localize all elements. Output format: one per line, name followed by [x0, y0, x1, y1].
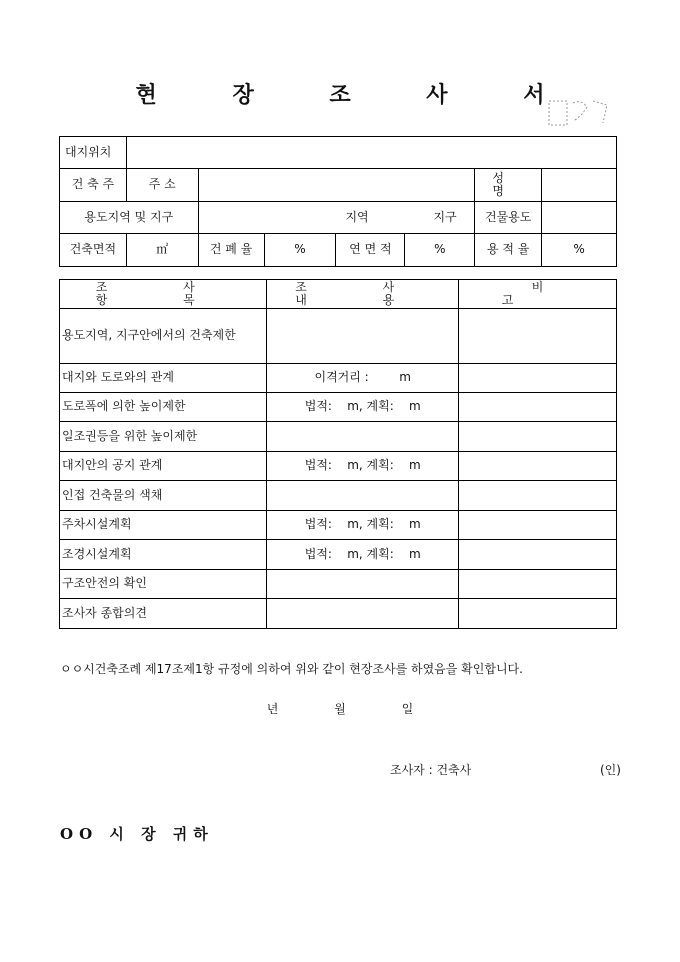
confirmation-text: ㅇㅇ시건축조례 제17조제1항 규정에 의하여 위와 같이 현장조사를 하였음을 확인합니다. [60, 662, 523, 676]
zone-district-label: 지구 [433, 209, 457, 224]
seal-mark: (인) [600, 763, 621, 777]
col-header-items: 조 사 항 목 [60, 280, 267, 309]
survey-content[interactable]: 이격거리 : m [267, 364, 459, 393]
far-label: 용 적 율 [475, 234, 542, 267]
survey-remark[interactable] [459, 364, 617, 393]
survey-remark[interactable] [459, 309, 617, 364]
floor-area-percent: % [405, 234, 475, 267]
survey-item: 도로폭에 의한 높이제한 [60, 393, 267, 422]
building-use-label: 건물용도 [475, 202, 542, 234]
zoning-field[interactable] [198, 202, 475, 234]
survey-content[interactable] [267, 570, 459, 599]
col-header-remarks: 비 고 [459, 280, 617, 309]
date-line [0, 700, 680, 717]
name-field[interactable] [542, 169, 617, 202]
survey-remark[interactable] [459, 393, 617, 422]
document-title: 현 장 조 사 서 [135, 82, 579, 108]
stamp-mark [545, 95, 615, 131]
header-table [59, 136, 617, 267]
date-month: 월 [334, 702, 346, 716]
address-field[interactable] [198, 169, 475, 202]
survey-content[interactable]: 법적: m, 계획: m [267, 393, 459, 422]
zoning-label: 용도지역 및 지구 [60, 202, 199, 234]
survey-item: 인접 건축물의 색채 [60, 481, 267, 511]
survey-content[interactable] [267, 481, 459, 511]
date-year: 년 [266, 702, 279, 716]
address-label: 주 소 [126, 169, 198, 202]
survey-content[interactable]: 법적: m, 계획: m [267, 452, 459, 481]
signer-line: 조사자 : 건축사 [390, 763, 472, 777]
survey-remark[interactable] [459, 540, 617, 570]
floor-area-label: 연 면 적 [336, 234, 405, 267]
coverage-percent: % [264, 234, 336, 267]
survey-item: 주차시설계획 [60, 511, 267, 540]
col-header-contents: 조 사 내 용 [267, 280, 459, 309]
survey-content[interactable] [267, 309, 459, 364]
date-day: 일 [401, 702, 414, 716]
building-area-label: 건축면적 [60, 234, 127, 267]
survey-content[interactable]: 법적: m, 계획: m [267, 511, 459, 540]
survey-content[interactable]: 법적: m, 계획: m [267, 540, 459, 570]
survey-table [59, 279, 617, 629]
survey-remark[interactable] [459, 422, 617, 452]
survey-item: 구조안전의 확인 [60, 570, 267, 599]
survey-remark[interactable] [459, 481, 617, 511]
survey-content[interactable] [267, 599, 459, 629]
site-location-label: 대지위치 [60, 137, 127, 169]
survey-remark[interactable] [459, 452, 617, 481]
survey-remark[interactable] [459, 511, 617, 540]
survey-item: 조사자 종합의견 [60, 599, 267, 629]
survey-remark[interactable] [459, 570, 617, 599]
builder-label: 건 축 주 [60, 169, 127, 202]
survey-item: 대지와 도로와의 관계 [60, 364, 267, 393]
addressee: OO 시 장 귀하 [60, 825, 214, 843]
survey-content[interactable] [267, 422, 459, 452]
building-use-field[interactable] [542, 202, 617, 234]
area-unit: ㎡ [126, 234, 198, 267]
survey-remark[interactable] [459, 599, 617, 629]
site-location-field[interactable] [126, 137, 616, 169]
zone-area-label: 지역 [345, 209, 369, 224]
survey-item: 대지안의 공지 관계 [60, 452, 267, 481]
far-percent: % [542, 234, 617, 267]
name-label: 성 명 [475, 169, 542, 202]
survey-item: 조경시설계획 [60, 540, 267, 570]
survey-item: 용도지역, 지구안에서의 건축제한 [60, 309, 267, 364]
survey-item: 일조권등을 위한 높이제한 [60, 422, 267, 452]
coverage-label: 건 폐 율 [198, 234, 264, 267]
